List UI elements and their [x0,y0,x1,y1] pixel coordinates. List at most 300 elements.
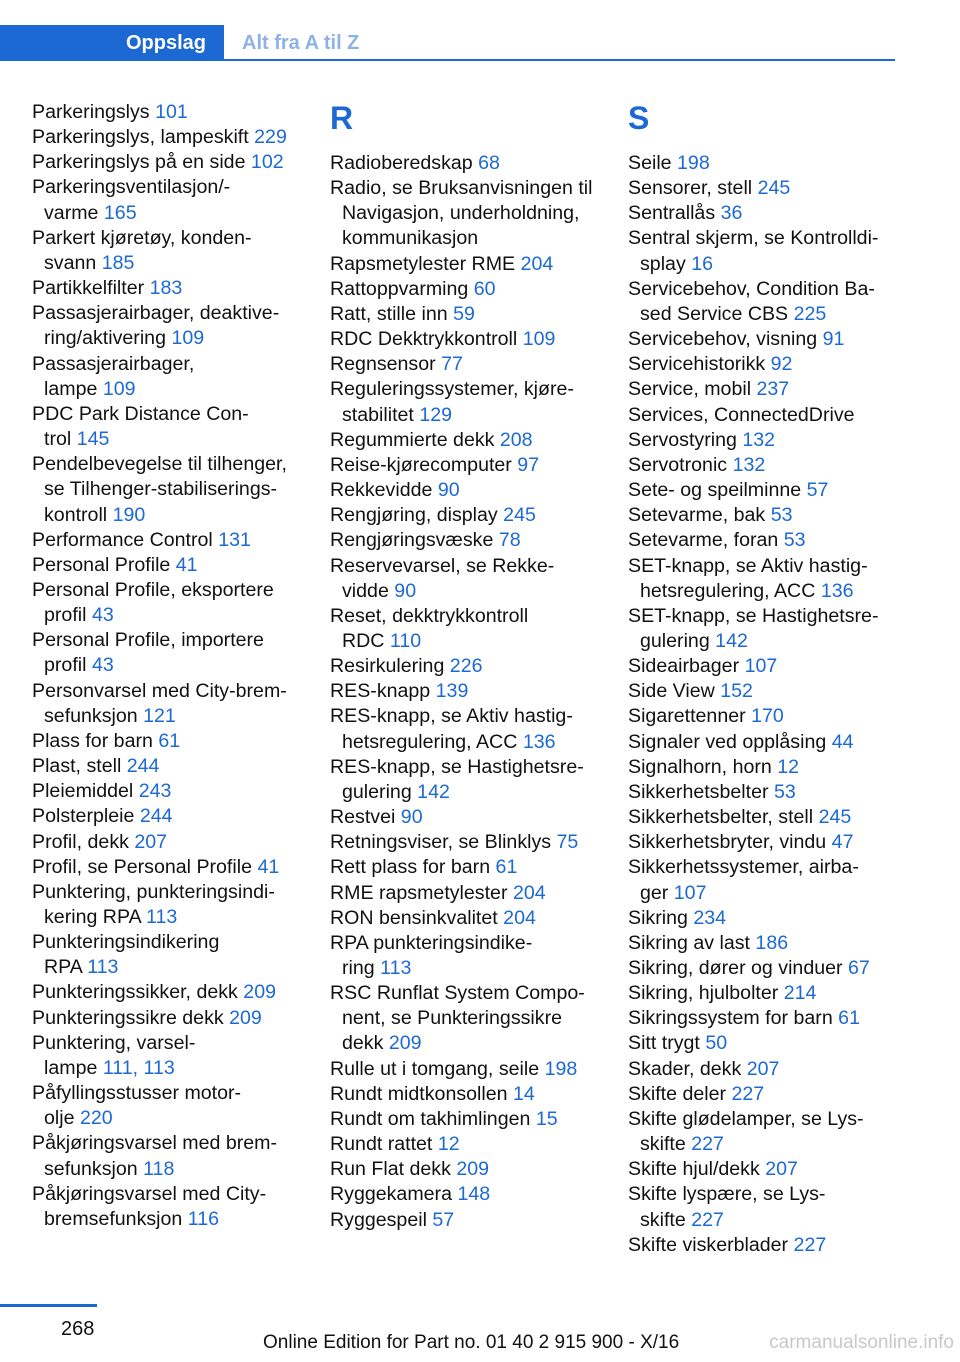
index-entry [628,151,908,176]
index-term: Rapsmetylester RME [330,252,516,275]
page-reference-link[interactable]: 209 [243,981,276,1004]
index-term: Pleiemiddel [32,780,134,803]
page-reference-link[interactable]: 237 [756,378,790,401]
page-reference-link[interactable]: 227 [793,1233,827,1256]
index-entry [628,755,908,780]
index-entry [330,679,612,704]
index-entry [330,755,612,805]
page-reference-link[interactable]: 190 [112,503,146,526]
page-reference-link[interactable]: 67 [848,957,870,979]
index-term: Reset, dekktrykkontroll RDC [330,604,529,652]
index-term: Punkteringssikker, dekk [32,981,238,1004]
page-reference-link[interactable]: 97 [517,453,540,476]
index-entry [628,403,908,428]
index-term: Passasjerairbager, deaktive- ring/aktivering [32,302,280,350]
index-entry [330,1208,612,1233]
index-term: Punktering, varsel- lampe [32,1031,196,1079]
index-term: Setevarme, bak [628,504,766,527]
index-term: Punkteringsindikering RPA [32,931,220,979]
index-term: Sikkerhetssystemer, airba- ger [628,856,859,904]
index-entry [628,1031,908,1056]
index-term: Punktering, punkteringsindi- kering RPA [32,880,275,928]
page-reference-link[interactable]: 12 [777,755,800,778]
index-entry [628,201,908,226]
index-entry [628,704,908,729]
page-reference-link[interactable]: 243 [138,780,172,803]
index-entry [330,1107,612,1132]
page-reference-link[interactable]: 77 [441,353,463,376]
page-reference-link[interactable]: 139 [435,680,469,703]
page-reference-link[interactable]: 204 [520,252,554,275]
index-term: Servicebehov, Condition Ba- sed Service CBS [628,277,875,325]
index-term: Signaler ved opplåsing [628,730,827,753]
page-reference-link[interactable]: 53 [773,780,796,803]
page-reference-link[interactable]: 209 [229,1006,262,1029]
index-column-3 [628,100,908,1258]
index-term: Partikkelfilter [32,277,145,300]
index-entry [330,604,612,654]
page-reference-link[interactable]: 14 [512,1082,535,1105]
index-term: Side View [628,680,715,703]
index-entry [32,855,307,880]
index-entry [32,1131,307,1181]
page-reference-link[interactable]: 57 [806,479,829,502]
page-reference-link[interactable]: 78 [498,529,521,552]
page-reference-link[interactable]: 44 [831,730,854,753]
page-reference-link[interactable]: 113 [146,906,178,928]
index-entry [628,906,908,931]
index-entry [32,1006,307,1031]
page-reference-link[interactable]: 208 [499,428,533,451]
page-reference-link[interactable]: 204 [512,881,546,904]
index-entry [330,302,612,327]
index-entry [330,1182,612,1207]
index-term: Reguleringssystemer, kjøre- stabilitet [330,378,574,426]
page-reference-link[interactable]: 90 [394,579,417,602]
tab-oppslag[interactable]: Oppslag [0,25,224,61]
page-reference-link[interactable]: 165 [103,201,137,224]
index-term: Skifte deler [628,1082,727,1105]
page-reference-link[interactable]: 132 [732,453,766,476]
page-reference-link[interactable]: 185 [101,251,135,274]
page-reference-link[interactable]: 170 [751,705,784,728]
index-term: Seile [628,152,672,174]
index-term: Parkeringsventilasjon/- varme [32,176,231,224]
page-reference-link[interactable]: 245 [818,806,852,829]
page-reference-link[interactable]: 207 [746,1057,780,1080]
index-term: Ryggekamera [330,1183,452,1206]
page-reference-link[interactable]: 61 [158,729,181,752]
index-term: Parkeringslys på en side [32,151,246,174]
index-entry [330,1057,612,1082]
index-term: Skifte lyspære, se Lys- skifte [628,1183,826,1231]
index-term: Sikkerhetsbelter, stell [628,806,814,829]
index-entry [330,453,612,478]
page-reference-link[interactable]: 116 [187,1207,220,1230]
index-entry [330,654,612,679]
index-entry [330,830,612,855]
index-entry [628,1157,908,1182]
index-term: Servicehistorikk [628,353,766,376]
page-header [0,0,960,62]
page-reference-link[interactable]: 113 [87,956,119,979]
index-entry [32,125,307,150]
index-term: Rattoppvarming [330,277,469,300]
section-letter: R [330,100,354,136]
index-entry [32,301,307,351]
index-term: Regummierte dekk [330,428,495,451]
index-term: Sigarettenner [628,705,746,728]
page-reference-link[interactable]: 47 [831,831,854,854]
page-reference-link[interactable]: 227 [691,1133,724,1156]
page-reference-link[interactable]: 186 [755,931,789,954]
header-divider [224,59,895,61]
page-reference-link[interactable]: 226 [449,655,483,678]
index-entry [628,1082,908,1107]
index-term: Signalhorn, horn [628,755,772,778]
index-term: Sikring, dører og vinduer [628,957,843,979]
index-term: RON bensinkvalitet [330,906,498,929]
page-reference-link[interactable]: 132 [742,428,776,451]
index-entry [330,252,612,277]
index-entry [628,1057,908,1082]
index-term: Rett plass for barn [330,856,491,879]
index-term: Rengjøring, display [330,504,498,527]
index-term: Parkeringslys, lampeskift [32,126,249,149]
index-term: Sikringssystem for barn [628,1007,833,1030]
page-reference-link[interactable]: 129 [419,403,453,426]
index-term: Setevarme, foran [628,529,779,552]
index-entry [330,1132,612,1157]
page-reference-link[interactable]: 43 [91,604,114,627]
index-term: Skifte viskerblader [628,1233,789,1256]
index-entry [32,100,307,125]
index-entry [628,554,908,604]
index-term: Personvarsel med City-brem- sefunksjon [32,679,287,727]
index-term: Rundt om takhimlingen [330,1107,531,1130]
page-reference-link[interactable]: 53 [783,529,806,552]
page-reference-link[interactable]: 12 [437,1133,460,1156]
page-reference-link[interactable]: 15 [535,1107,558,1130]
index-term: Services, ConnectedDrive [628,403,855,426]
index-entry [330,377,612,427]
index-term: Skader, dekk [628,1057,742,1080]
index-entry [32,679,307,729]
index-entry [330,805,612,830]
index-term: Påkjøringsvarsel med brem- sefunksjon [32,1132,277,1180]
index-entry [32,628,307,678]
index-column-1 [32,100,307,1232]
index-term: Ratt, stille inn [330,302,448,325]
page-reference-link[interactable]: 68 [478,152,500,174]
index-term: RPA punkteringsindike- ring [330,931,533,979]
page-reference-link[interactable]: 107 [744,655,778,678]
index-entry [628,226,908,276]
index-entry [32,1031,307,1081]
page-reference-link[interactable]: 198 [677,152,710,174]
index-entry [32,150,307,175]
page-reference-link[interactable]: 109 [171,327,205,350]
page-reference-link[interactable]: 220 [79,1107,113,1130]
page-number: 268 [61,1318,95,1340]
index-term: Servotronic [628,453,728,476]
index-entry [330,176,612,251]
index-entry [32,754,307,779]
index-term: Påfyllingsstusser motor- olje [32,1082,242,1130]
page-reference-link[interactable]: 75 [556,831,579,854]
page-reference-link[interactable]: 111, 113 [102,1056,175,1079]
page-reference-link[interactable]: 198 [544,1057,578,1080]
page-reference-link[interactable]: 209 [456,1158,490,1181]
page-reference-link[interactable]: 152 [720,680,753,703]
page-reference-link[interactable]: 121 [143,704,176,727]
index-term: Performance Control [32,528,213,551]
tab-alt-fra-a-til-z[interactable]: Alt fra A til Z [242,31,360,54]
index-term: Sideairbager [628,655,740,678]
index-entry [32,402,307,452]
index-entry [628,277,908,327]
index-entry [628,352,908,377]
index-entry [32,930,307,980]
index-term: RSC Runflat System Compo- nent, se Punkteringssikre dekk [330,982,585,1055]
index-term: Personal Profile [32,553,171,576]
page-reference-link[interactable]: 229 [254,126,287,149]
index-entry [32,553,307,578]
index-entry [628,1107,908,1157]
index-entry [32,779,307,804]
page-reference-link[interactable]: 131 [218,528,251,551]
index-term: Profil, dekk [32,830,129,853]
page-reference-link[interactable]: 36 [720,202,743,225]
index-term: Rekkevidde [330,479,433,502]
page-reference-link[interactable]: 183 [149,277,183,300]
index-entry [32,276,307,301]
page-reference-link[interactable]: 57 [432,1208,455,1231]
index-entry [330,151,612,176]
index-column-2 [330,100,612,1233]
index-entry [32,804,307,829]
page-reference-link[interactable]: 227 [691,1208,724,1231]
index-entry [32,528,307,553]
page-reference-link[interactable]: 90 [400,806,423,829]
page-reference-link[interactable]: 92 [770,353,793,376]
index-term: Skifte glødelamper, se Lys- skifte [628,1107,864,1156]
page-reference-link[interactable]: 41 [257,855,280,878]
index-entry [32,1182,307,1232]
page-reference-link[interactable]: 148 [457,1183,491,1206]
index-term: Skifte hjul/dekk [628,1158,760,1181]
index-term: Rengjøringsvæske [330,529,494,552]
page-reference-link[interactable]: 234 [693,906,727,929]
index-entry [330,906,612,931]
index-term: Reservevarsel, se Rekke- vidde [330,554,555,602]
index-term: Resirkulering [330,655,445,678]
page-reference-link[interactable]: 102 [250,151,284,174]
index-term: Sentral skjerm, se Kontrolldi- splay [628,227,879,275]
index-entry [628,830,908,855]
index-term: Regnsensor [330,353,436,376]
index-entry [628,176,908,201]
index-entry [330,277,612,302]
index-term: RDC Dekktrykkontroll [330,328,518,351]
index-term: Run Flat dekk [330,1158,451,1181]
index-entry [330,352,612,377]
index-entry [628,981,908,1006]
index-term: Servicebehov, visning [628,328,818,351]
index-term: RES-knapp, se Hastighetsre- gulering [330,755,584,803]
index-entry [330,981,612,1056]
index-entry [628,1182,908,1232]
index-entry [330,931,612,981]
page-reference-link[interactable]: 118 [143,1157,175,1180]
page-reference-link[interactable]: 107 [673,881,707,904]
index-term: Retningsviser, se Blinklys [330,831,552,854]
index-term: Sikring [628,906,688,929]
page-reference-link[interactable]: 225 [793,302,827,325]
page-reference-link[interactable]: 91 [822,328,845,351]
index-term: Personal Profile, eksportere profil [32,578,274,627]
page-reference-link[interactable]: 110 [389,629,422,652]
page-reference-link[interactable]: 41 [175,553,198,576]
page-reference-link[interactable]: 142 [417,780,450,803]
index-term: Sete- og speilminne [628,479,802,502]
edition-text: Online Edition for Part no. 01 40 2 915 900 - X/16 [263,1332,680,1353]
index-entry [628,604,908,654]
page-reference-link[interactable]: 53 [770,504,793,527]
index-term: Radioberedskap [330,152,473,174]
index-entry [32,980,307,1005]
index-term: Sikring av last [628,931,750,954]
index-entry [628,528,908,553]
page-reference-link[interactable]: 214 [783,982,817,1005]
footer-divider [0,1304,97,1307]
index-entry [32,1081,307,1131]
page-reference-link[interactable]: 109 [102,377,136,400]
index-entry [330,855,612,880]
index-term: Parkert kjøretøy, konden- svann [32,226,252,274]
page-reference-link[interactable]: 204 [503,906,536,929]
index-entry [330,881,612,906]
index-term: Plass for barn [32,729,153,752]
index-term: Restvei [330,806,396,829]
page-reference-link[interactable]: 244 [139,805,173,828]
index-term: SET-knapp, se Hastighetsre- gulering [628,604,879,652]
page-reference-link[interactable]: 245 [757,177,791,200]
index-term: Service, mobil [628,378,752,401]
index-term: Passasjerairbager, lampe [32,352,195,400]
page-reference-link[interactable]: 244 [126,755,160,778]
index-entry [32,729,307,754]
page-reference-link[interactable]: 227 [731,1082,765,1105]
index-entry [628,428,908,453]
section-letter: S [628,100,650,136]
index-entry [628,1233,908,1258]
index-term: Servostyring [628,428,737,451]
index-entry [32,830,307,855]
index-entry [628,654,908,679]
index-term: Sitt trygt [628,1032,700,1055]
index-entry [330,1157,612,1182]
index-entry [628,503,908,528]
index-entry [628,931,908,956]
page-reference-link[interactable]: 207 [765,1158,798,1181]
page-reference-link[interactable]: 90 [437,479,460,502]
index-term: Parkeringslys [32,101,150,123]
index-entry [628,679,908,704]
index-entry [32,578,307,628]
page-reference-link[interactable]: 59 [453,302,475,325]
index-entry [628,478,908,503]
page-reference-link[interactable]: 142 [715,629,748,652]
index-term: Profil, se Personal Profile [32,855,252,878]
index-entry [628,780,908,805]
index-term: Polsterpleie [32,805,135,828]
index-entry [32,452,307,527]
index-entry [330,428,612,453]
watermark-text: carmanualsonline.info [769,1332,954,1353]
index-term: Rundt rattet [330,1133,433,1156]
index-term: Reise-kjørecomputer [330,453,512,476]
index-entry [330,554,612,604]
page-reference-link[interactable]: 109 [522,328,556,351]
index-term: Ryggespeil [330,1208,427,1231]
index-term: Radio, se Bruksanvisningen til Navigasjon, underholdning, kommunikasjon [330,177,593,250]
page-reference-link[interactable]: 101 [155,101,188,123]
page-reference-link[interactable]: 16 [691,252,713,275]
index-entry [628,956,908,981]
index-entry [330,528,612,553]
page-reference-link[interactable]: 145 [76,428,110,451]
page-reference-link[interactable]: 113 [380,957,412,979]
page-reference-link[interactable]: 61 [838,1007,860,1030]
index-entry [330,478,612,503]
index-term: Punkteringssikre dekk [32,1006,224,1029]
index-term: Sensorer, stell [628,177,753,200]
index-term: Sikkerhetsbryter, vindu [628,831,827,854]
index-entry [32,880,307,930]
page-reference-link[interactable]: 136 [820,579,854,602]
index-term: Sentrallås [628,202,716,225]
index-term: Rulle ut i tomgang, seile [330,1057,540,1080]
index-term: Pendelbevegelse til tilhenger, se Tilhenger-stabiliserings- kontroll [32,453,287,526]
index-entry [628,855,908,905]
page-reference-link[interactable]: 60 [473,277,496,300]
index-entry [628,377,908,402]
page-reference-link[interactable]: 245 [503,504,536,527]
page-reference-link[interactable]: 209 [388,1032,422,1055]
index-entry [330,327,612,352]
page-reference-link[interactable]: 50 [705,1032,728,1055]
page-reference-link[interactable]: 61 [495,856,518,879]
index-entry [628,805,908,830]
page-reference-link[interactable]: 43 [91,654,114,677]
index-entry [330,503,612,528]
index-term: SET-knapp, se Aktiv hastig- hetsregulering, ACC [628,554,868,602]
index-entry [330,1082,612,1107]
index-term: Sikring, hjulbolter [628,982,779,1005]
index-term: PDC Park Distance Con- trol [32,402,249,451]
page-reference-link[interactable]: 136 [522,730,556,753]
index-entry [628,730,908,755]
index-entry [628,1006,908,1031]
index-entry [32,175,307,225]
index-entry [628,453,908,478]
index-term: Påkjøringsvarsel med City- bremsefunksjon [32,1182,267,1230]
index-entry [628,327,908,352]
index-term: Rundt midtkonsollen [330,1082,508,1105]
page-reference-link[interactable]: 207 [134,830,168,853]
index-term: RME rapsmetylester [330,881,508,904]
